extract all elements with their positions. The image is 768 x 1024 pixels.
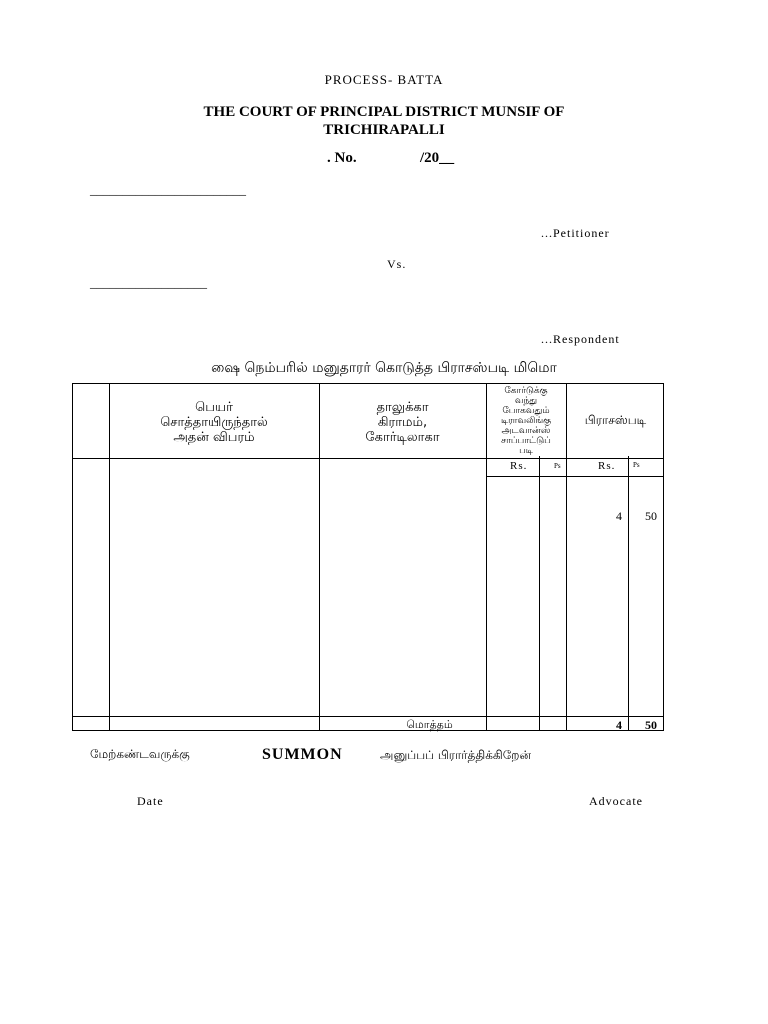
- rs-label: Rs.: [510, 460, 528, 472]
- summon-suffix: அனுப்பப் பிரார்த்திக்கிறேன்: [380, 748, 532, 762]
- form-heading: PROCESS- BATTA: [324, 72, 444, 87]
- versus-label: Vs.: [387, 257, 407, 271]
- row-divider: [486, 476, 663, 477]
- case-number-label: . No.: [327, 150, 357, 166]
- header-court-allowance: கோர்டுக்கு வந்து போகவதும் டிராவலிங்கு அடவான்ஸ் சாப்பாட்டுப் படி: [500, 386, 552, 456]
- total-rs-value: 4: [616, 718, 622, 732]
- summon-word: SUMMON: [262, 746, 343, 763]
- process-ps-value: 50: [645, 509, 657, 523]
- summon-prefix: மேற்கண்டவருக்கு: [90, 747, 190, 761]
- header-process-batta: பிராசஸ்படி: [584, 413, 647, 427]
- court-title-line-1: THE COURT OF PRINCIPAL DISTRICT MUNSIF OF: [203, 104, 565, 120]
- total-label: மொத்தம்: [406, 718, 453, 731]
- batta-table: [72, 383, 664, 731]
- memo-title: ஷை நெம்பரில் மனுதாரர் கொடுத்த பிராசஸ்படி மிமொ: [211, 360, 557, 376]
- column-divider: [539, 456, 540, 730]
- petitioner-name-blank: ________________________: [90, 182, 246, 197]
- ps-label: Ps: [554, 462, 561, 470]
- respondent-name-blank: __________________: [90, 275, 207, 290]
- total-ps-value: 50: [645, 718, 657, 732]
- process-rs-value: 4: [616, 509, 622, 523]
- case-year: /20__: [420, 150, 455, 166]
- column-divider: [566, 384, 567, 730]
- ps-label: Ps: [633, 461, 640, 469]
- row-divider: [73, 458, 663, 459]
- header-taluk: தாலுக்கா கிராமம், கோர்டிலாகா: [365, 400, 440, 445]
- row-divider: [73, 716, 663, 717]
- column-divider: [628, 456, 629, 730]
- header-name: பெயர் சொத்தாயிருந்தால் அதன் விபரம்: [160, 400, 268, 445]
- respondent-label: ...Respondent: [541, 332, 620, 346]
- petitioner-label: ...Petitioner: [541, 226, 610, 240]
- court-title-line-2: TRICHIRAPALLI: [323, 122, 445, 138]
- advocate-label: Advocate: [589, 794, 643, 808]
- rs-label: Rs.: [598, 460, 616, 472]
- date-label: Date: [137, 794, 164, 808]
- court-title: [0, 103, 768, 139]
